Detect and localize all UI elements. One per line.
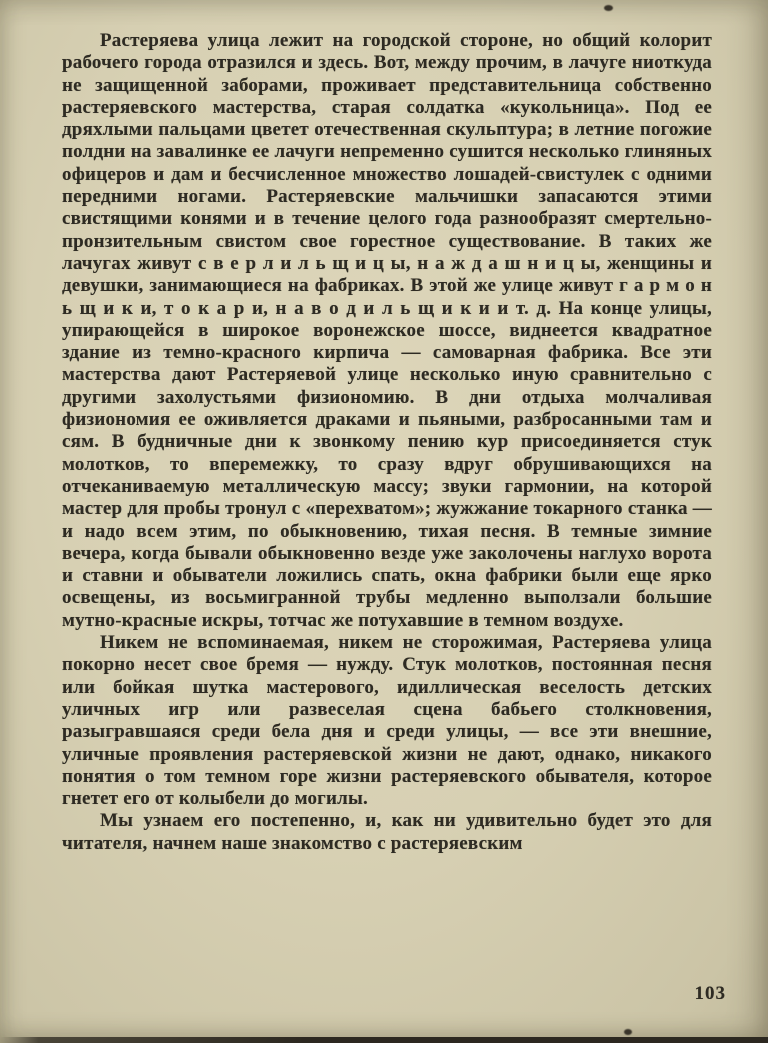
scan-speck-bottom — [624, 1029, 632, 1035]
paragraph-2: Никем не вспоминаемая, никем не сторожимая, Растеряева улица покорно несет свое бремя — нужду. Стук молотков, постоянная песня или бойкая шутка мастерового, идиллическая веселость детских уличных игр или развеселая сцена бабьего столкновения, разыгравшаяся среди бела дня и среди улицы, — все эти внешние, уличные проявления растеряевской жизни не дают, однако, никакого понятия о том темном горе жизни растеряевского обывателя, которое гнетет его от колыбели до могилы. — [62, 632, 712, 810]
page-number: 103 — [694, 983, 726, 1004]
text-block — [62, 30, 712, 855]
scan-edge-bottom — [0, 1037, 768, 1043]
scan-speck-top — [604, 5, 613, 11]
paragraph-3: Мы узнаем его постепенно, и, как ни удивительно будет это для читателя, начнем наше знакомство с растеряевским — [62, 810, 712, 854]
paragraph-1: Растеряева улица лежит на городской стороне, но общий колорит рабочего города отразился и здесь. Вот, между прочим, в лачуге ниоткуда не защищенной заборами, проживает представительница собственно растеряевского мастерства, старая солдатка «кукольница». Под ее дряхлыми пальцами цветет отечественная скульптура; в летние погожие полдни на завалинке ее лачуги непременно сушится несколько глиняных офицеров и дам и бесчисленное множество лошадей-свистулек с одними передними ногами. Растеряевские мальчишки запасаются этими свистящими конями и в течение целого года разнообразят смертельно-пронзительным свистом свое горестное существование. В таких же лачугах живут с в е р л и л ь щ и ц ы, н а ж д а ш н и ц ы, женщины и девушки, занимающиеся на фабриках. В этой же улице живут г а р м о н ь щ и к и, т о к а р и, н а в о д и л ь щ и к и и т. д. На конце улицы, упирающейся в широкое воронежское шоссе, виднеется квадратное здание из темно-красного кирпича — самоварная фабрика. Все эти мастерства дают Растеряевой улице несколько иную сравнительно с другими захолустьями физиономию. В дни отдыха молчаливая физиономия ее оживляется драками и пьяными, разбросанными там и сям. В будничные дни к звонкому пению кур присоединяется стук молотков, то вперемежку, то сразу вдруг обрушивающихся на отчеканиваемую металлическую массу; звуки гармонии, на которой мастер для пробы тронул с «перехватом»; жужжание токарного станка — и надо всем этим, по обыкновению, тихая песня. В темные зимние вечера, когда бывали обыкновенно везде уже заколочены наглухо ворота и ставни и обыватели ложились спать, окна фабрики были еще ярко освещены, из восьмигранной трубы медленно выползали большие мутно-красные искры, тотчас же потухавшие в темном воздухе. — [62, 30, 712, 631]
